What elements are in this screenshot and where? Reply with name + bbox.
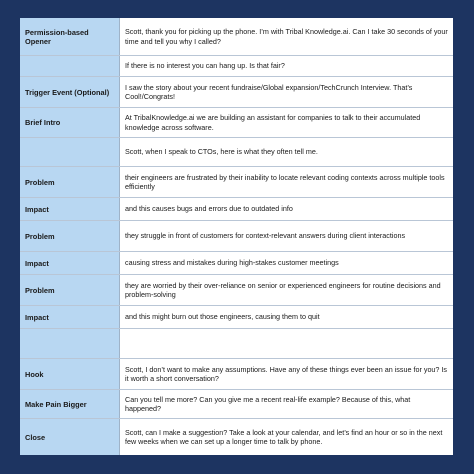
row-label: Hook [20, 359, 120, 389]
table-row [20, 56, 453, 77]
row-text: If there is no interest you can hang up. Is that fair? [125, 61, 285, 71]
table-row [20, 419, 453, 455]
table-row [20, 167, 453, 198]
row-text: Scott, thank you for picking up the phone. I’m with Tribal Knowledge.ai. Can I take 30 seconds of your time and tell you why I called? [125, 27, 448, 46]
row-label: Impact [20, 252, 120, 274]
table-row [20, 108, 453, 138]
row-text: causing stress and mistakes during high-stakes customer meetings [125, 258, 339, 268]
row-label: Permission-based Opener [20, 18, 120, 55]
row-text: and this might burn out those engineers, causing them to quit [125, 312, 320, 322]
table-row [20, 329, 453, 359]
row-text: Scott, can I make a suggestion? Take a look at your calendar, and let’s find an hour or so in the next few weeks when we can set up a longer time to talk by phone. [125, 427, 443, 446]
row-text: and this causes bugs and errors due to outdated info [125, 204, 293, 214]
row-label: Problem [20, 275, 120, 305]
table-row [20, 221, 453, 252]
table-row [20, 77, 453, 108]
row-text: Scott, when I speak to CTOs, here is what they often tell me. [125, 147, 318, 157]
row-label: Brief Intro [20, 108, 120, 137]
row-label [20, 56, 120, 76]
table-row [20, 306, 453, 329]
row-text: their engineers are frustrated by their inability to locate relevant coding contexts across multiple tools efficiently [125, 172, 445, 191]
row-label [20, 329, 120, 358]
row-label: Close [20, 419, 120, 455]
table-row [20, 390, 453, 419]
row-text: they struggle in front of customers for context-relevant answers during client interactions [125, 231, 406, 241]
row-label: Impact [20, 198, 120, 220]
table-row [20, 275, 453, 306]
row-text: Scott, I don’t want to make any assumptions. Have any of these things ever been an issue for you? Is it worth a short conversation? [125, 364, 448, 383]
row-text [120, 329, 453, 358]
row-label: Make Pain Bigger [20, 390, 120, 418]
table-row [20, 359, 453, 390]
script-table [20, 18, 453, 455]
row-label: Impact [20, 306, 120, 328]
row-label: Trigger Event (Optional) [20, 77, 120, 107]
row-label [20, 138, 120, 166]
table-row [20, 198, 453, 221]
row-text: Can you tell me more? Can you give me a recent real-life example? Because of this, what happened? [125, 394, 411, 413]
table-row [20, 252, 453, 275]
table-row [20, 138, 453, 167]
row-label: Problem [20, 221, 120, 251]
row-text: I saw the story about your recent fundraise/Global expansion/TechCrunch Interview. That’s Cool!/Congrats! [125, 82, 413, 101]
row-text: At TribalKnowledge.ai we are building an assistant for companies to talk to their accumulated knowledge across software. [125, 113, 421, 132]
row-label: Problem [20, 167, 120, 197]
row-text: they are worried by their over-reliance on senior or experienced engineers for routine decisions and problem-solving [125, 280, 441, 299]
table-row [20, 18, 453, 56]
